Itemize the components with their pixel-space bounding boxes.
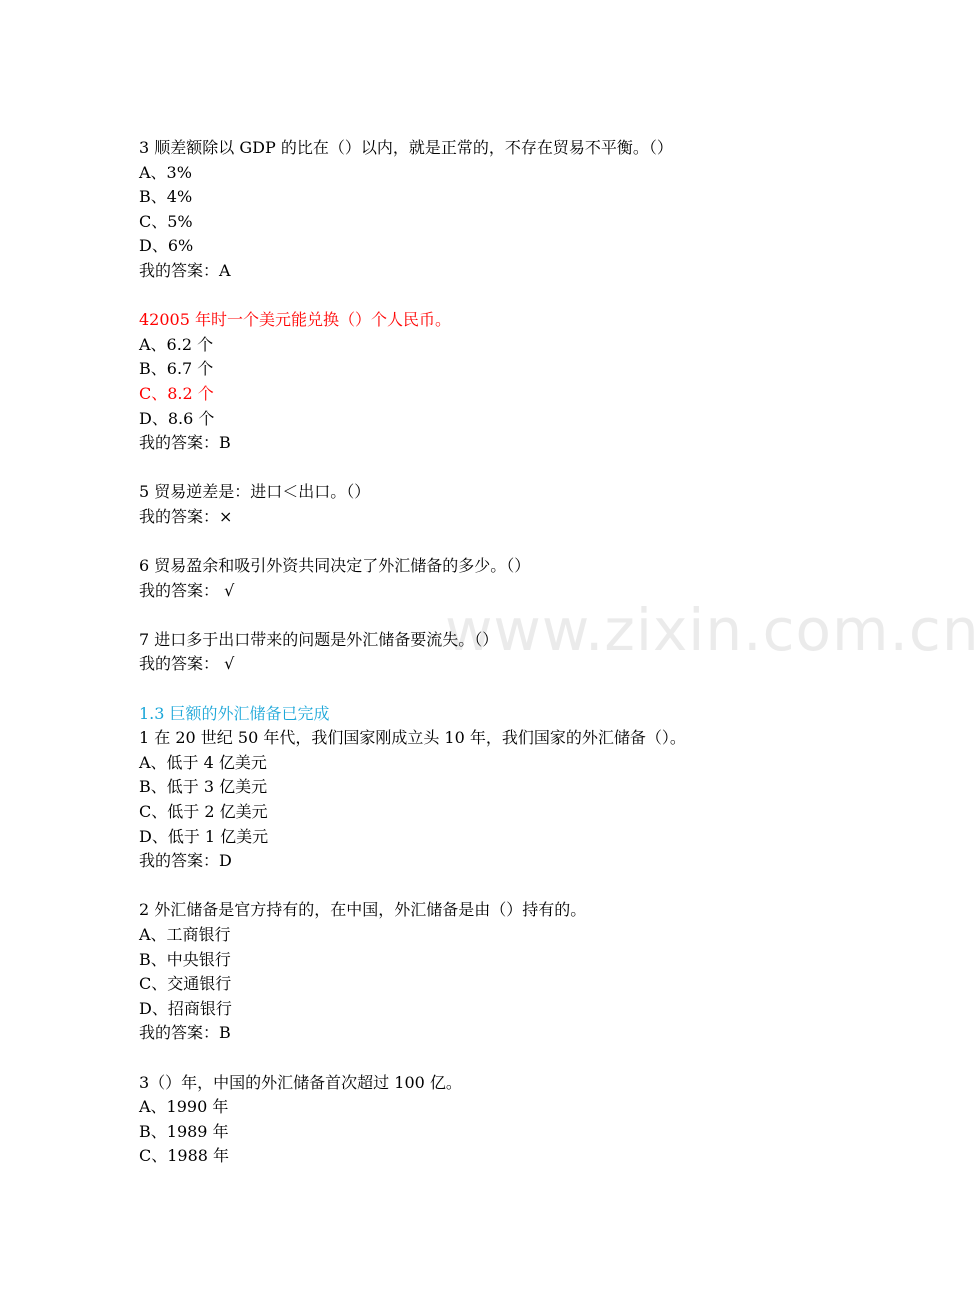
question-text: 7 进口多于出口带来的问题是外汇储备要流失。（） xyxy=(139,629,499,649)
option-c: C、8.2 个 xyxy=(139,383,214,403)
option-a: A、1990 年 xyxy=(139,1097,229,1117)
question-text: 2 外汇储备是官方持有的，在中国，外汇储备是由（）持有的。 xyxy=(139,900,587,920)
question-text: 5 贸易逆差是：进口＜出口。（） xyxy=(139,482,371,502)
option-c: C、交通银行 xyxy=(139,974,232,994)
my-answer: 我的答案：D xyxy=(139,851,232,871)
option-c: C、1988 年 xyxy=(139,1146,230,1166)
spacer xyxy=(139,603,839,628)
option-d: D、招商银行 xyxy=(139,998,232,1018)
spacer xyxy=(139,874,839,899)
my-answer: 我的答案：A xyxy=(139,260,231,280)
my-answer: 我的答案： √ xyxy=(139,580,235,600)
question-text: 3 顺差额除以 GDP 的比在（）以内，就是正常的，不存在贸易不平衡。（） xyxy=(139,138,673,157)
spacer xyxy=(139,677,839,702)
option-b: B、中央银行 xyxy=(139,949,231,969)
section-title: 1.3 巨额的外汇储备已完成 xyxy=(139,703,330,723)
spacer xyxy=(139,284,839,309)
option-b: B、4% xyxy=(139,187,193,207)
option-d: D、低于 1 亿美元 xyxy=(139,826,269,846)
option-a: A、6.2 个 xyxy=(139,334,214,354)
option-d: D、6% xyxy=(139,236,194,256)
option-b: B、1989 年 xyxy=(139,1121,229,1141)
question-text: 3（）年，中国的外汇储备首次超过 100 亿。 xyxy=(139,1072,462,1092)
option-c: C、5% xyxy=(139,211,193,231)
my-answer: 我的答案：× xyxy=(139,506,233,526)
option-b: B、6.7 个 xyxy=(139,359,214,379)
option-a: A、3% xyxy=(139,162,192,182)
option-a: A、工商银行 xyxy=(139,925,231,944)
watermark: www.zixin.com.cn xyxy=(445,596,980,664)
option-c: C、低于 2 亿美元 xyxy=(139,802,268,822)
option-b: B、低于 3 亿美元 xyxy=(139,777,268,797)
my-answer: 我的答案：B xyxy=(139,1023,231,1043)
question-text: 1 在 20 世纪 50 年代，我们国家刚成立头 10 年，我们国家的外汇储备（）。 xyxy=(139,728,686,748)
option-a: A、低于 4 亿美元 xyxy=(139,752,267,772)
spacer xyxy=(139,456,839,481)
question-text: 42005 年时一个美元能兑换（）个人民币。 xyxy=(139,310,451,330)
document-page xyxy=(139,136,839,1169)
option-d: D、8.6 个 xyxy=(139,408,215,428)
my-answer: 我的答案：B xyxy=(139,433,231,453)
my-answer: 我的答案： √ xyxy=(139,654,235,674)
spacer xyxy=(139,530,839,555)
spacer xyxy=(139,1046,839,1071)
question-text: 6 贸易盈余和吸引外资共同决定了外汇储备的多少。（） xyxy=(139,556,531,576)
